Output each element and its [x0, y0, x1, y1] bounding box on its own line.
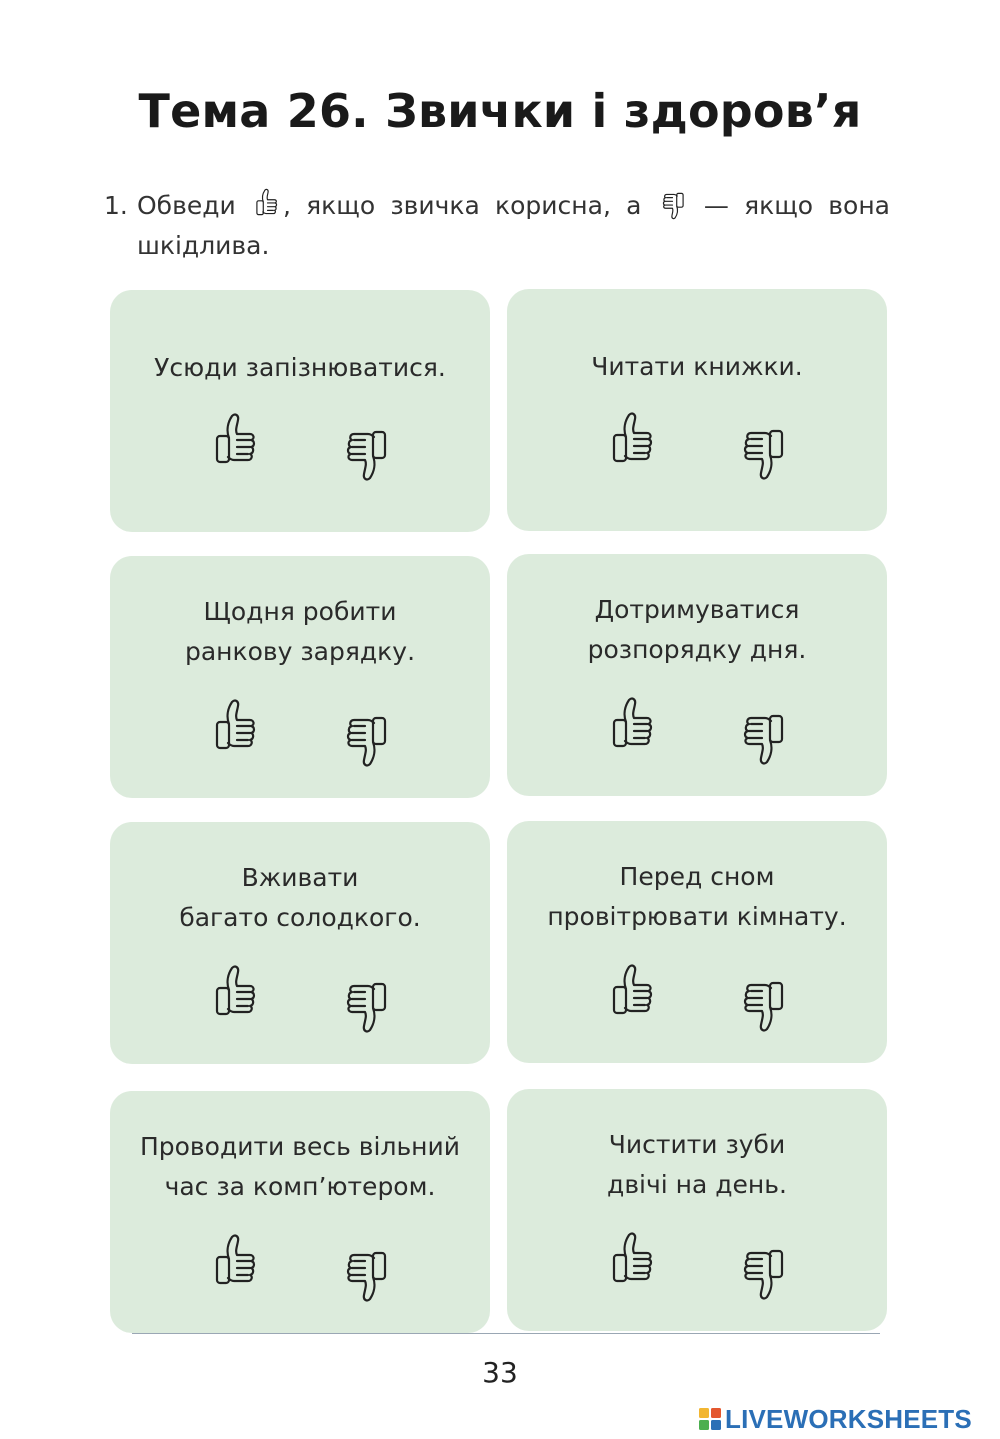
habit-text-line: Усюди запізнюватися.: [154, 353, 446, 382]
thumbs-up-icon[interactable]: [212, 410, 260, 474]
task-text-b: , якщо звичка корисна, а: [282, 191, 642, 220]
page-title: Тема 26. Звички і здоров’я: [138, 84, 862, 138]
habit-text: [110, 1127, 490, 1207]
habit-card: [110, 556, 490, 798]
thumbs-up-icon[interactable]: [212, 962, 260, 1026]
habit-card: [110, 1091, 490, 1333]
footer-divider: [132, 1333, 880, 1334]
thumbs-up-icon[interactable]: [212, 1231, 260, 1295]
habit-text: [110, 858, 490, 938]
habit-text-line: ранкову зарядку.: [184, 637, 416, 666]
habit-card: [110, 822, 490, 1064]
thumbs-down-icon[interactable]: [342, 1241, 390, 1305]
habit-text: [507, 1125, 887, 1205]
thumbs-up-icon[interactable]: [609, 409, 657, 473]
habit-card: [507, 554, 887, 796]
thumbs-down-icon: [657, 187, 689, 221]
habit-card: [507, 289, 887, 531]
thumbs-up-icon: [251, 187, 283, 221]
thumbs-down-icon[interactable]: [739, 971, 787, 1035]
page-number: 33: [482, 1356, 518, 1389]
habit-text-line: Дотримуватися: [594, 595, 800, 624]
habit-text-line: двічі на день.: [607, 1170, 787, 1199]
habit-text-line: час за комп’ютером.: [164, 1172, 436, 1201]
habit-card: [507, 1089, 887, 1331]
thumbs-down-icon[interactable]: [342, 420, 390, 484]
thumbs-down-icon[interactable]: [739, 419, 787, 483]
task-text-c: — якщо вона шкідлива.: [137, 191, 890, 260]
thumbs-down-icon[interactable]: [342, 972, 390, 1036]
task-text-a: Обведи: [137, 191, 236, 220]
habit-text-line: Чистити зуби: [608, 1130, 786, 1159]
thumbs-up-icon[interactable]: [212, 696, 260, 760]
habit-text: [110, 348, 490, 388]
thumbs-down-icon[interactable]: [739, 1239, 787, 1303]
habit-card: [507, 821, 887, 1063]
brand-logo: [698, 1404, 972, 1434]
habit-text-line: Перед сном: [619, 862, 775, 891]
task-instruction: [104, 186, 890, 266]
thumbs-up-icon[interactable]: [609, 694, 657, 758]
liveworksheets-logo-icon: [698, 1407, 722, 1431]
thumbs-up-icon[interactable]: [609, 961, 657, 1025]
thumbs-down-icon[interactable]: [739, 704, 787, 768]
thumbs-up-icon[interactable]: [609, 1229, 657, 1293]
habit-text-line: Читати книжки.: [591, 352, 803, 381]
habit-text-line: Щодня робити: [203, 597, 397, 626]
habit-text-line: Вживати: [241, 863, 359, 892]
habit-text: [507, 857, 887, 937]
habit-text: [507, 590, 887, 670]
habit-card: [110, 290, 490, 532]
thumbs-down-icon[interactable]: [342, 706, 390, 770]
habit-text-line: розпорядку дня.: [587, 635, 807, 664]
habit-text-line: Проводити весь вільний: [139, 1132, 461, 1161]
habit-text-line: багато солодкого.: [179, 903, 421, 932]
habit-text: [507, 347, 887, 387]
brand-name: LIVEWORKSHEETS: [725, 1403, 972, 1434]
habit-text-line: провітрювати кімнату.: [547, 902, 847, 931]
habit-text: [110, 592, 490, 672]
task-number: 1.: [104, 191, 128, 220]
